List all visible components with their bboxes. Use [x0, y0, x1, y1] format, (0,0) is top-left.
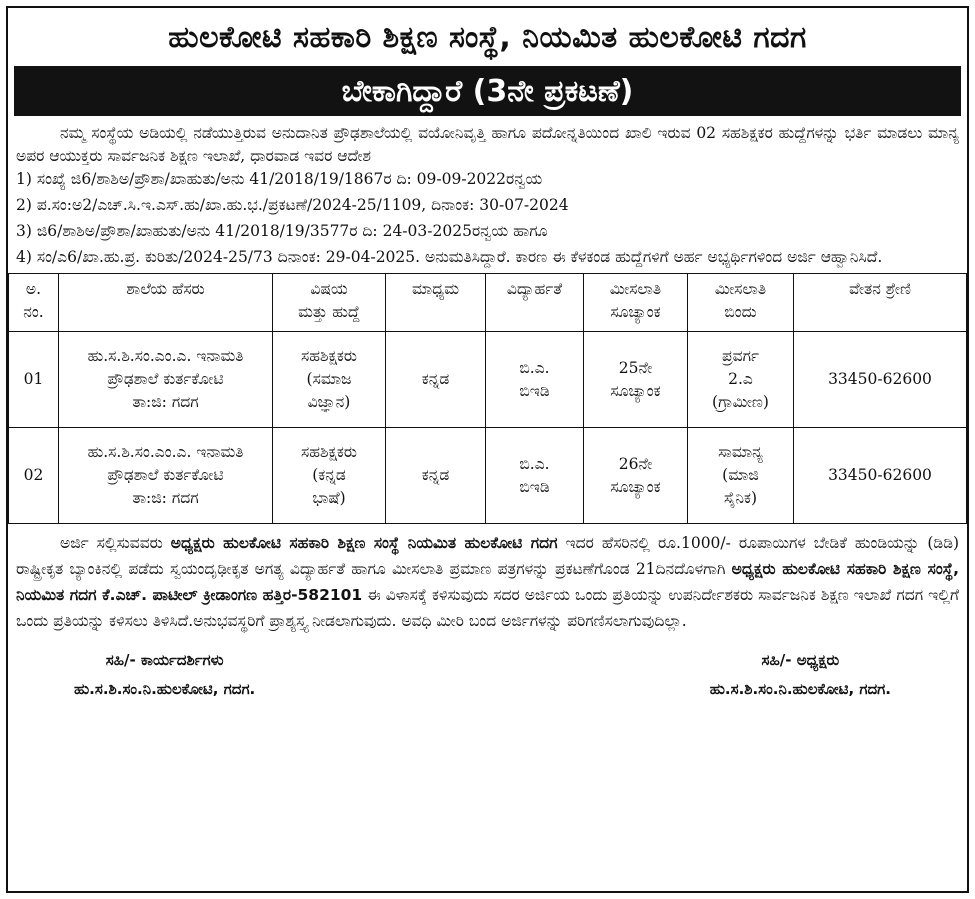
table-header-row: [9, 274, 967, 332]
instructions-bold-address: ಅಧ್ಯಕ್ಷರು ಹುಲಕೋಟಿ ಸಹಕಾರಿ ಶಿಕ್ಷಣ ಸಂಸ್ಥೆ, ನಿಯಮಿತ ಗದಗ ಕೆ.ಎಚ್. ಪಾಟೀಲ್ ಕ್ರೀಡಾಂಗಣ ಹತ್ತಿರ-582101: [16, 560, 959, 604]
cell-reservation-point: ಸಾಮಾನ್ಯ (ಮಾಜಿ ಸೈನಿಕ): [688, 428, 794, 524]
cell-qualification: ಬಿ.ಎ. ಬಿಇಡಿ: [486, 428, 584, 524]
secretary-signature: [74, 646, 255, 704]
cell-pay-scale: 33450-62600: [794, 428, 967, 524]
cell-subject-post: ಸಹಶಿಕ್ಷಕರು (ಕನ್ನಡ ಭಾಷೆ): [273, 428, 386, 524]
header-pay-scale: ವೇತನ ಶ್ರೇಣಿ: [794, 274, 967, 332]
vacancy-table: [8, 273, 967, 524]
intro-paragraph: ನಮ್ಮ ಸಂಸ್ಥೆಯ ಅಡಿಯಲ್ಲಿ ನಡೆಯುತ್ತಿರುವ ಅನುದಾನಿತ ಪ್ರೌಢಶಾಲೆಯಲ್ಲಿ ವಯೋನಿವೃತ್ತಿ ಹಾಗೂ ಪದೋನ್ನತಿಯಿಂದ ಖಾಲಿ ಇರುವ 02 ಸಹಶಿಕ್ಷಕರ ಹುದ್ದೆಗಳನ್ನು ಭರ್ತಿ ಮಾಡಲು ಮಾನ್ಯ ಅಪರ ಆಯುಕ್ತರು ಸಾರ್ವಜನಿಕ ಶಿಕ್ಷಣ ಇಲಾಖೆ, ಧಾರವಾಡ ಇವರ ಆದೇಶ: [16, 124, 959, 165]
header-qualification: ವಿದ್ಯಾರ್ಹತೆ: [486, 274, 584, 332]
header-medium: ಮಾಧ್ಯಮ: [386, 274, 486, 332]
cell-medium: ಕನ್ನಡ: [386, 332, 486, 428]
cell-reservation-index: 26ನೇ ಸೂಚ್ಯಾಂಕ: [584, 428, 688, 524]
institution-title: ಹುಲಕೋಟಿ ಸಹಕಾರಿ ಶಿಕ್ಷಣ ಸಂಸ್ಥೆ, ನಿಯಮಿತ ಹುಲಕೋಟಿ ಗದಗ: [168, 19, 807, 55]
cell-serial: 02: [9, 428, 59, 524]
header-reservation-point: ಮೀಸಲಾತಿ ಬಿಂದು: [688, 274, 794, 332]
cell-subject-post: ಸಹಶಿಕ್ಷಕರು (ಸಮಾಜ ವಿಜ್ಞಾನ): [273, 332, 386, 428]
signature-block: [8, 634, 967, 704]
cell-school-name: ಹು.ಸ.ಶಿ.ಸಂ.ಎಂ.ಎ. ಇನಾಮತಿ ಪ್ರೌಢಶಾಲೆ ಕುರ್ತಕೋಟಿ ತಾ:ಜಿ: ಗದಗ: [59, 428, 273, 524]
reference-4: 4) ಸಂ/ಎ6/ಖಾ.ಹು.ಪ್ರ. ಕುರಿತು/2024-25/73 ದಿನಾಂಕ: 29-04-2025. ಅನುಮತಿಸಿದ್ದಾರೆ. ಕಾರಣ ಈ ಕೆಳಕಂಡ ಹುದ್ದೆಗಳಿಗೆ ಅರ್ಹ ಅಭ್ಯರ್ಥಿಗಳಿಂದ ಅರ್ಜಿ ಆಹ್ವಾನಿಸಿದೆ.: [16, 248, 883, 266]
reference-1: 1) ಸಂಖ್ಯೆ ಜಿ6/ಶಾಶಿಅ/ಪ್ರೌಶಾ/ಖಾಹುತು/ಅನು 41/2018/19/1867ರ ದಿ: 09-09-2022ರನ್ವಯ: [16, 170, 543, 188]
table-row: [9, 428, 967, 524]
wanted-banner: ಬೇಕಾಗಿದ್ದಾರೆ (3ನೇ ಪ್ರಕಟಣೆ): [14, 66, 961, 116]
header-school-name: ಶಾಲೆಯ ಹೆಸರು: [59, 274, 273, 332]
application-instructions: [8, 524, 967, 634]
president-org: ಹು.ಸ.ಶಿ.ಸಂ.ನಿ.ಹುಲಕೋಟಿ, ಗದಗ.: [709, 680, 891, 698]
cell-qualification: ಬಿ.ಎ. ಬಿಇಡಿ: [486, 332, 584, 428]
instructions-text-1: ಅರ್ಜಿ ಸಲ್ಲಿಸುವವರು: [60, 534, 171, 552]
secretary-org: ಹು.ಸ.ಶಿ.ಸಂ.ನಿ.ಹುಲಕೋಟಿ, ಗದಗ.: [74, 680, 256, 698]
cell-medium: ಕನ್ನಡ: [386, 428, 486, 524]
header-reservation-index: ಮೀಸಲಾತಿ ಸೂಚ್ಯಾಂಕ: [584, 274, 688, 332]
reference-2: 2) ಪ.ಸಂ:ಅ2/ಎಚ್.ಸಿ.ಇ.ಎಸ್.ಹು/ಖಾ.ಹು.ಭ./ಪ್ರಕಟಣೆ/2024-25/1109, ದಿನಾಂಕ: 30-07-2024: [16, 196, 569, 214]
cell-serial: 01: [9, 332, 59, 428]
cell-pay-scale: 33450-62600: [794, 332, 967, 428]
cell-school-name: ಹು.ಸ.ಶಿ.ಸಂ.ಎಂ.ಎ. ಇನಾಮತಿ ಪ್ರೌಢಶಾಲೆ ಕುರ್ತಕೋಟಿ ತಾ:ಜಿ: ಗದಗ: [59, 332, 273, 428]
president-signature: [710, 646, 891, 704]
instructions-text-3: ಈ ವಿಳಾಸಕ್ಕೆ ಕಳಿಸುವುದು ಸದರ ಅರ್ಜಿಯ ಒಂದು ಪ್ರತಿಯನ್ನು ಉಪನಿರ್ದೇಶಕರು ಸಾರ್ವಜನಿಕ ಶಿಕ್ಷಣ ಇಲಾಖೆ ಗದಗ ಇಲ್ಲಿಗೆ ಒಂದು ಪ್ರತಿಯನ್ನು ಕಳಿಸಲು ತಿಳಿಸಿದೆ.ಅನುಭವಸ್ಥರಿಗೆ ಪ್ರಾಶ್ಯಸ್ತ್ಯ ನೀಡಲಾಗುವುದು. ಅವಧಿ ಮೀರಿ ಬಂದ ಅರ್ಜಿಗಳನ್ನು ಪರಿಗಣಿಸಲಾಗುವುದಿಲ್ಲಾ.: [16, 586, 959, 630]
header-subject-post: ವಿಷಯ ಮತ್ತು ಹುದ್ದೆ: [273, 274, 386, 332]
reference-3: 3) ಜಿ6/ಶಾಶಿಅ/ಪ್ರೌಶಾ/ಖಾಹುತು/ಅನು 41/2018/19/3577ರ ದಿ: 24-03-2025ರನ್ವಯ ಹಾಗೂ: [16, 222, 548, 240]
instructions-text-2: ಇದರ ಹೆಸರಿನಲ್ಲಿ ರೂ.1000/- ರೂಪಾಯಿಗಳ ಬೇಡಿಕೆ ಹುಂಡಿಯನ್ನು (ಡಿಡಿ) ರಾಷ್ಟ್ರೀಕೃತ ಬ್ಯಾಂಕಿನಲ್ಲಿ ಪಡೆದು ಸ್ವಯಂದೃಢೀಕೃತ ಅಗತ್ಯ ವಿದ್ಯಾರ್ಹತೆ ಹಾಗೂ ಮೀಸಲಾತಿ ಪ್ರಮಾಣ ಪತ್ರಗಳನ್ನು ಪ್ರಕಟಣೆಗೊಂಡ 21ದಿನದೊಳಗಾಗಿ: [16, 534, 960, 578]
president-title: ಸಹಿ/- ಅಧ್ಯಕ್ಷರು: [761, 651, 840, 669]
cell-reservation-point: ಪ್ರವರ್ಗ 2.ಎ (ಗ್ರಾಮೀಣ): [688, 332, 794, 428]
notice-page: [6, 6, 969, 893]
instructions-bold-1: ಅಧ್ಯಕ್ಷರು ಹುಲಕೋಟಿ ಸಹಕಾರಿ ಶಿಕ್ಷಣ ಸಂಸ್ಥೆ ನಿಯಮಿತ ಹುಲಕೋಟಿ ಗದಗ: [170, 534, 558, 552]
notice-body: [8, 116, 967, 524]
table-row: [9, 332, 967, 428]
cell-reservation-index: 25ನೇ ಸೂಚ್ಯಾಂಕ: [584, 332, 688, 428]
header-serial: ಅ. ನಂ.: [9, 274, 59, 332]
secretary-title: ಸಹಿ/- ಕಾರ್ಯದರ್ಶಿಗಳು: [105, 651, 224, 669]
